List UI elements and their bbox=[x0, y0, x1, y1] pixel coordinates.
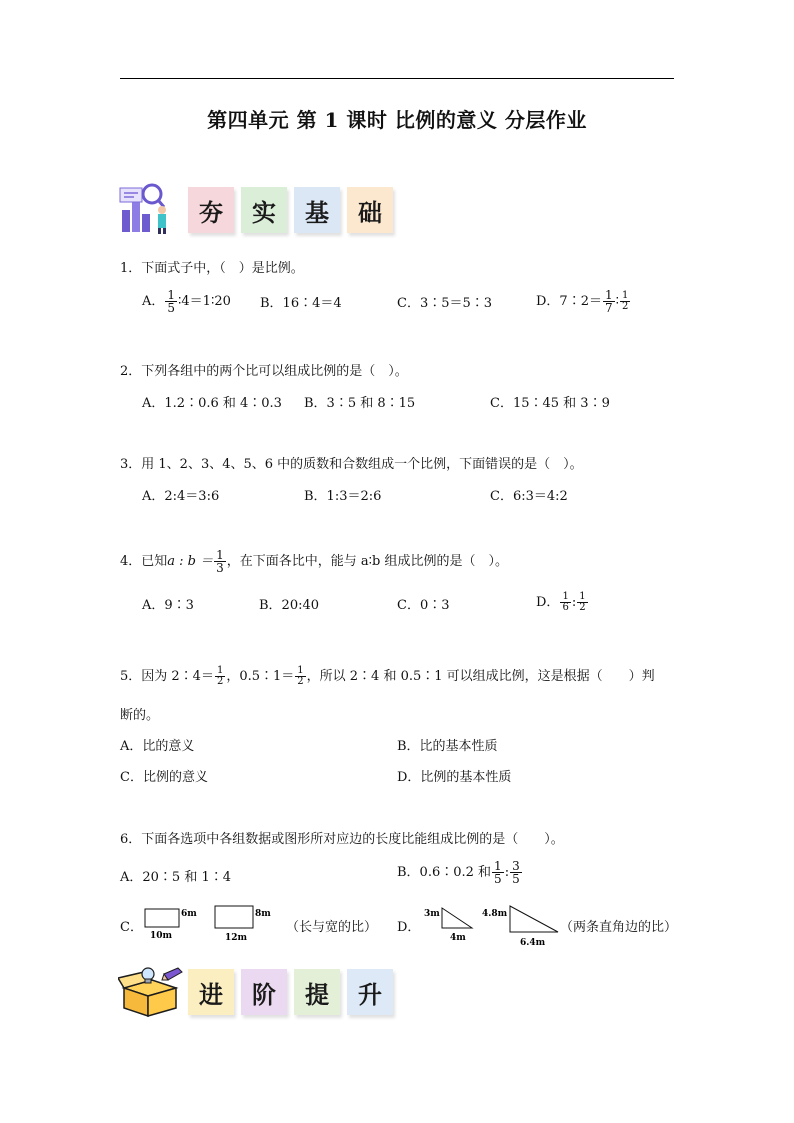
rectangle-2 bbox=[215, 906, 253, 928]
numerator: 1 bbox=[604, 288, 613, 302]
q3-option-b: B．1:3＝2:6 bbox=[304, 489, 382, 504]
denominator: 7 bbox=[604, 301, 613, 315]
denominator: 2 bbox=[622, 301, 629, 312]
numerator: 3 bbox=[512, 859, 520, 873]
numerator: 1 bbox=[562, 591, 569, 602]
banner-tile: 阶 bbox=[241, 969, 287, 1015]
numerator: 1 bbox=[297, 665, 304, 676]
banner-tile: 提 bbox=[294, 969, 340, 1015]
header-rule bbox=[120, 78, 674, 79]
banner-tile: 实 bbox=[241, 187, 287, 233]
numerator: 1 bbox=[494, 859, 502, 873]
question-5-stem bbox=[120, 666, 655, 687]
question-3-stem: 3．用 1、2、3、4、5、6 中的质数和合数组成一个比例，下面错误的是（ ）。 bbox=[120, 457, 583, 472]
q4-option-c: C．0∶3 bbox=[397, 598, 450, 613]
denominator: 5 bbox=[512, 872, 520, 886]
ratio-sign: : bbox=[571, 595, 577, 610]
banner-tile: 进 bbox=[188, 969, 234, 1015]
numerator: 1 bbox=[216, 548, 224, 562]
stem-text: ，所以 2∶4 和 0.5∶1 可以组成比例，这是根据（ ）判 bbox=[306, 669, 655, 684]
numerator: 1 bbox=[167, 288, 176, 302]
option-text: ∶4＝1∶20 bbox=[178, 294, 231, 309]
q6-option-a: A．20∶5 和 1∶4 bbox=[120, 870, 232, 885]
fraction bbox=[214, 549, 226, 574]
fraction bbox=[215, 666, 225, 687]
study-illustration-icon bbox=[118, 180, 180, 236]
stem-expression: a : b ＝ bbox=[167, 554, 214, 569]
q4-option-b: B．20:40 bbox=[259, 598, 320, 613]
q1-option-b: B．16∶4＝4 bbox=[260, 296, 342, 311]
fraction bbox=[560, 592, 570, 613]
banner-tile: 升 bbox=[347, 969, 393, 1015]
q3-option-a: A．2:4＝3:6 bbox=[142, 489, 220, 504]
q1-option-d bbox=[536, 289, 631, 314]
treasure-box-icon bbox=[118, 966, 184, 1018]
banner-tile: 础 bbox=[347, 187, 393, 233]
denominator: 6 bbox=[562, 602, 569, 613]
tri1-base-label: 4m bbox=[450, 933, 466, 943]
q6-option-c-label: C． bbox=[120, 920, 143, 935]
q6-option-d-note: （两条直角边的比） bbox=[560, 920, 678, 935]
option-text: B．0.6∶0.2 和 bbox=[397, 865, 492, 880]
q3-option-c: C．6:3＝4:2 bbox=[490, 489, 568, 504]
rectangle-1 bbox=[145, 909, 179, 927]
q5-option-a: A．比的意义 bbox=[120, 739, 195, 754]
denominator: 2 bbox=[216, 676, 224, 687]
q6-option-d-label: D． bbox=[397, 920, 421, 935]
banner-tile: 夯 bbox=[188, 187, 234, 233]
q5-option-d: D．比例的基本性质 bbox=[397, 770, 512, 785]
denominator: 5 bbox=[167, 301, 176, 315]
q2-option-a: A．1.2∶0.6 和 4∶0.3 bbox=[142, 396, 282, 411]
denominator: 3 bbox=[216, 561, 224, 575]
triangle-1 bbox=[442, 908, 472, 928]
question-5-stem-line2: 断的。 bbox=[120, 708, 160, 723]
denominator: 5 bbox=[494, 872, 502, 886]
q1-option-c: C．3∶5＝5∶3 bbox=[397, 296, 493, 311]
question-4-stem bbox=[120, 549, 508, 574]
fraction bbox=[165, 289, 177, 314]
q5-option-b: B．比的基本性质 bbox=[397, 739, 498, 754]
fraction bbox=[603, 289, 615, 314]
page-title: 第四单元 第 1 课时 比例的意义 分层作业 bbox=[207, 108, 587, 132]
stem-text: ，在下面各比中，能与 a∶b 组成比例的是（ ）。 bbox=[226, 554, 509, 569]
section-banner-basic bbox=[188, 187, 400, 233]
question-2-stem: 2．下列各组中的两个比可以组成比例的是（ ）。 bbox=[120, 364, 408, 379]
q6-option-b bbox=[397, 860, 523, 885]
option-label: D．7∶2＝ bbox=[536, 294, 602, 309]
ratio-sign: ∶ bbox=[615, 294, 619, 309]
option-label: D． bbox=[536, 595, 560, 610]
triangle-2 bbox=[510, 906, 558, 932]
rect2-width-label: 12m bbox=[225, 933, 248, 943]
tri2-height-label: 4.8m bbox=[482, 909, 508, 919]
fraction bbox=[295, 666, 305, 687]
q2-option-b: B．3∶5 和 8∶15 bbox=[304, 396, 416, 411]
q2-option-c: C．15∶45 和 3∶9 bbox=[490, 396, 610, 411]
option-label: A． bbox=[142, 294, 165, 309]
stem-text: ，0.5∶1＝ bbox=[226, 669, 295, 684]
stem-text: 5．因为 2∶4＝ bbox=[120, 669, 214, 684]
fraction bbox=[492, 860, 504, 885]
fraction bbox=[510, 860, 522, 885]
fraction bbox=[620, 291, 630, 312]
tri2-base-label: 6.4m bbox=[520, 938, 546, 948]
rect1-height-label: 6m bbox=[181, 909, 197, 919]
tri1-height-label: 3m bbox=[424, 909, 440, 919]
question-6-stem: 6．下面各选项中各组数据或图形所对应边的长度比能组成比例的是（ ）。 bbox=[120, 832, 564, 847]
q4-option-a: A．9∶3 bbox=[142, 598, 194, 613]
ratio-sign: : bbox=[504, 865, 510, 880]
q4-option-d bbox=[536, 592, 589, 613]
denominator: 2 bbox=[297, 676, 304, 687]
q6-option-c-note: （长与宽的比） bbox=[286, 920, 378, 935]
section-banner-advanced bbox=[188, 969, 400, 1015]
numerator: 1 bbox=[622, 290, 629, 301]
fraction bbox=[577, 592, 587, 613]
q6-option-d-figure bbox=[420, 900, 570, 950]
q5-option-c: C．比例的意义 bbox=[120, 770, 208, 785]
numerator: 1 bbox=[579, 591, 586, 602]
denominator: 2 bbox=[579, 602, 586, 613]
numerator: 1 bbox=[216, 665, 224, 676]
rect1-width-label: 10m bbox=[150, 931, 173, 941]
stem-text: 4．已知 bbox=[120, 554, 168, 569]
q1-option-a bbox=[142, 289, 231, 314]
rect2-height-label: 8m bbox=[255, 909, 271, 919]
banner-tile: 基 bbox=[294, 187, 340, 233]
question-1-stem: 1．下面式子中，（ ）是比例。 bbox=[120, 261, 304, 276]
